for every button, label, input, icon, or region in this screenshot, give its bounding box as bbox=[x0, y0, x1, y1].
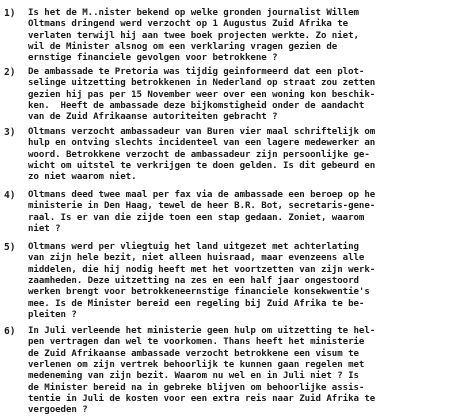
question-line: In Juli verleende het ministerie geen hulp om uitzetting te hel- bbox=[28, 326, 376, 336]
question-number: 1) bbox=[4, 8, 16, 19]
question-line: Oltmans werd per vliegtuig het land uitgezet met achterlating bbox=[28, 242, 359, 252]
question-line: vergoeden ? bbox=[28, 405, 88, 416]
question-line: de Zuid Afrikaanse ambassade verzocht betrokkene een visum te bbox=[28, 348, 359, 359]
question-line: tentie in Juli de kosten voor een extra reis naar Zuid Afrika te bbox=[28, 393, 376, 404]
question-line: verlaten terwijl hij aan twee boek projecten werkte. Zo niet, bbox=[28, 30, 359, 41]
question-line: Oltmans deed twee maal per fax via de ambassade een beroep op he bbox=[28, 190, 376, 200]
question-line: niet ? bbox=[28, 223, 61, 234]
question-line: pen vertragen dan wel te voorkomen. Thans heeft het ministerie bbox=[28, 337, 365, 348]
question-line: wil de Minister alsnog om een verklaring vragen gezien de bbox=[28, 41, 338, 52]
question-line: de Minister bereid na in gebreke blijven om behoorlijke assis- bbox=[28, 382, 365, 393]
question-number: 5) bbox=[4, 242, 16, 253]
question-line: verlenen om zijn vertrek behoorlijk te kunnen gaan regelen met bbox=[28, 359, 365, 370]
question-line: Oltmans verzocht ambassadeur van Buren vier maal schriftelijk om bbox=[28, 127, 376, 137]
question-line: Oltmans dringend werd verzocht op 1 Augustus Zuid Afrika te bbox=[28, 19, 349, 30]
question-line: werken brengt voor betrokkeneernstige financiele konsekwentie's bbox=[28, 287, 370, 298]
question-line: middelen, die hij nodig heeft met het voortzetten van zijn werk- bbox=[28, 264, 376, 275]
question-line: zaamheden. Deze uitzetting na zes en een half jaar ongestoord bbox=[28, 275, 359, 286]
question-line: van zijn hele bezit, niet alleen huisraad, maar evenzeens alle bbox=[28, 253, 365, 264]
question-line: van de Zuid Afrikaanse autoriteiten gebracht ? bbox=[28, 112, 278, 123]
question-line: De ambassade te Pretoria was tijdig geinformeerd dat een plot- bbox=[28, 67, 365, 77]
question-line: woord. Betrokkene verzocht de ambassadeur zijn persoonlijke ge- bbox=[28, 149, 370, 160]
question-line: wicht om uitstel te verkrijgen te doen gelden. Is dit gebeurd en bbox=[28, 160, 376, 171]
question-line: medeneming van zijn bezit. Waarom nu wel en in Juli niet ? Is bbox=[28, 371, 359, 382]
question-line: ministerie in Den Haag, tewel de heer B.R. Bot, secretaris-gene- bbox=[28, 201, 376, 212]
question-line: ernstige financiele gevolgen voor betrokkene ? bbox=[28, 53, 278, 64]
question-line: zo niet waarom niet. bbox=[28, 172, 137, 183]
question-line: ken. Heeft de ambassade deze bijkomstigheid onder de aandacht bbox=[28, 100, 365, 111]
question-line: pleiten ? bbox=[28, 309, 77, 320]
question-number: 3) bbox=[4, 127, 16, 138]
question-line: selinge uitzetting betrokkenen in Nederland op straat zou zetten bbox=[28, 78, 376, 89]
question-number: 2) bbox=[4, 67, 16, 78]
question-number: 4) bbox=[4, 190, 16, 201]
question-line: gezien hij pas per 15 November weer over een woning kon beschik- bbox=[28, 89, 376, 100]
question-line: raal. Is er van die zijde toen een stap gedaan. Zoniet, waarom bbox=[28, 212, 365, 223]
question-number: 6) bbox=[4, 326, 16, 337]
question-line: mee. Is de Minister bereid een regeling bij Zuid Afrika te be- bbox=[28, 298, 365, 309]
question-line: hulp en ontving slechts incidenteel van een lagere medewerker an bbox=[28, 138, 376, 149]
question-line: Is het de M..nister bekend op welke gronden journalist Willem bbox=[28, 8, 359, 18]
